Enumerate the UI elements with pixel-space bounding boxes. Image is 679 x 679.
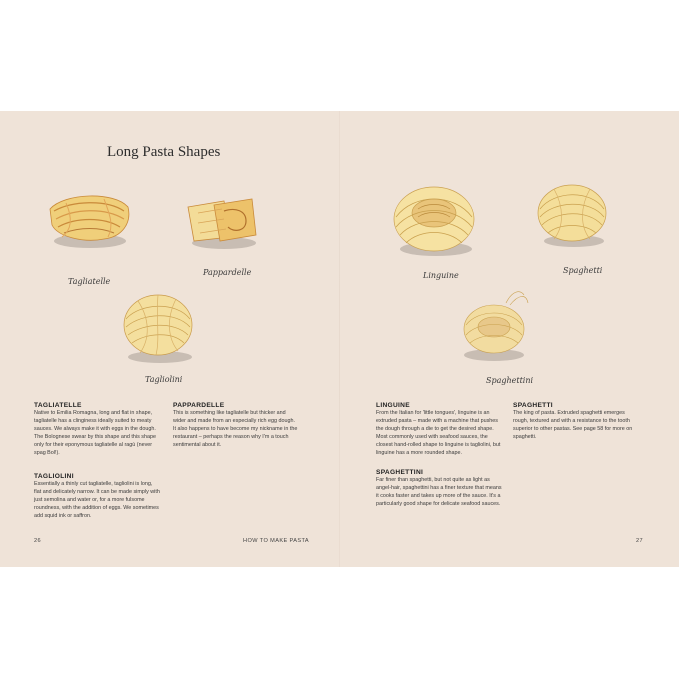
tagliatelle-caption: Tagliatelle [68,277,111,286]
page-gutter [339,111,340,567]
entry-heading: TAGLIATELLE [34,402,82,409]
entry-linguine [376,402,502,457]
tagliolini-illustration [120,289,196,365]
pappardelle-illustration [184,197,260,251]
entry-tagliatelle [34,402,160,457]
left-page-number: 26 [34,538,42,544]
spaghetti-illustration [536,181,608,251]
running-head: HOW TO MAKE PASTA [243,538,310,544]
entry-heading: SPAGHETTI [513,402,553,409]
entry-heading: PAPPARDELLE [173,402,225,409]
spaghettini-illustration [460,289,530,365]
linguine-illustration [390,183,476,259]
entry-heading: SPAGHETTINI [376,469,424,476]
page-title: Long Pasta Shapes [107,144,221,160]
entry-heading: TAGLIOLINI [34,473,74,480]
pappardelle-caption: Pappardelle [203,268,252,277]
tagliolini-caption: Tagliolini [145,375,183,384]
spaghettini-caption: Spaghettini [486,376,534,385]
entry-body: Essentially a thinly cut tagliatelle, tagliolini is long, flat and delicately narrow. It can be made simply with just semolina and water or, for a more fulsome roundness, with the addition of eggs. We sometimes add squid ink or saffron. [34,481,160,519]
entry-body: The king of pasta. Extruded spaghetti emerges rough, textured and with a resistance to the tooth superior to other pastas. See page 58 for more on spaghetti. [513,410,633,440]
tagliatelle-illustration [44,191,132,251]
entry-body: Native to Emilia Romagna, long and flat in shape, tagliatelle has a clinginess ideally suited to meaty sauces. We always make it with eggs in the dough. The Bolognese swear by this shape and this shape only for their eponymous tagliatelle al ragù (never spag Bol!). [34,410,156,456]
entry-spaghetti [513,402,639,442]
entry-body: This is something like tagliatelle but thicker and wider and made from an especially rich egg dough. It also happens to have become my nickname in the restaurant – perhaps the reason why I'm a touch sentimental about it. [173,410,298,448]
entry-tagliolini [34,473,160,521]
linguine-caption: Linguine [423,271,459,280]
entry-body: From the Italian for 'little tongues', linguine is an extruded pasta – made with a machine that pushes the dough through a die to get the desired shape. Most commonly used with seafood sauces, the closest hand-rolled shape to linguine is tagliolini, but linguine has a more rounded shape. [376,410,501,456]
spaghetti-caption: Spaghetti [563,266,603,275]
book-spread [0,111,679,567]
entry-pappardelle [173,402,299,450]
entry-spaghettini [376,469,502,509]
entry-heading: LINGUINE [376,402,410,409]
right-page-number: 27 [636,538,644,544]
entry-body: Far finer than spaghetti, but not quite as light as angel-hair, spaghettini has a finer texture that means it cooks faster and takes up more of the sauce. It's a particularly good shape for delicate seafood sauces. [376,477,502,507]
